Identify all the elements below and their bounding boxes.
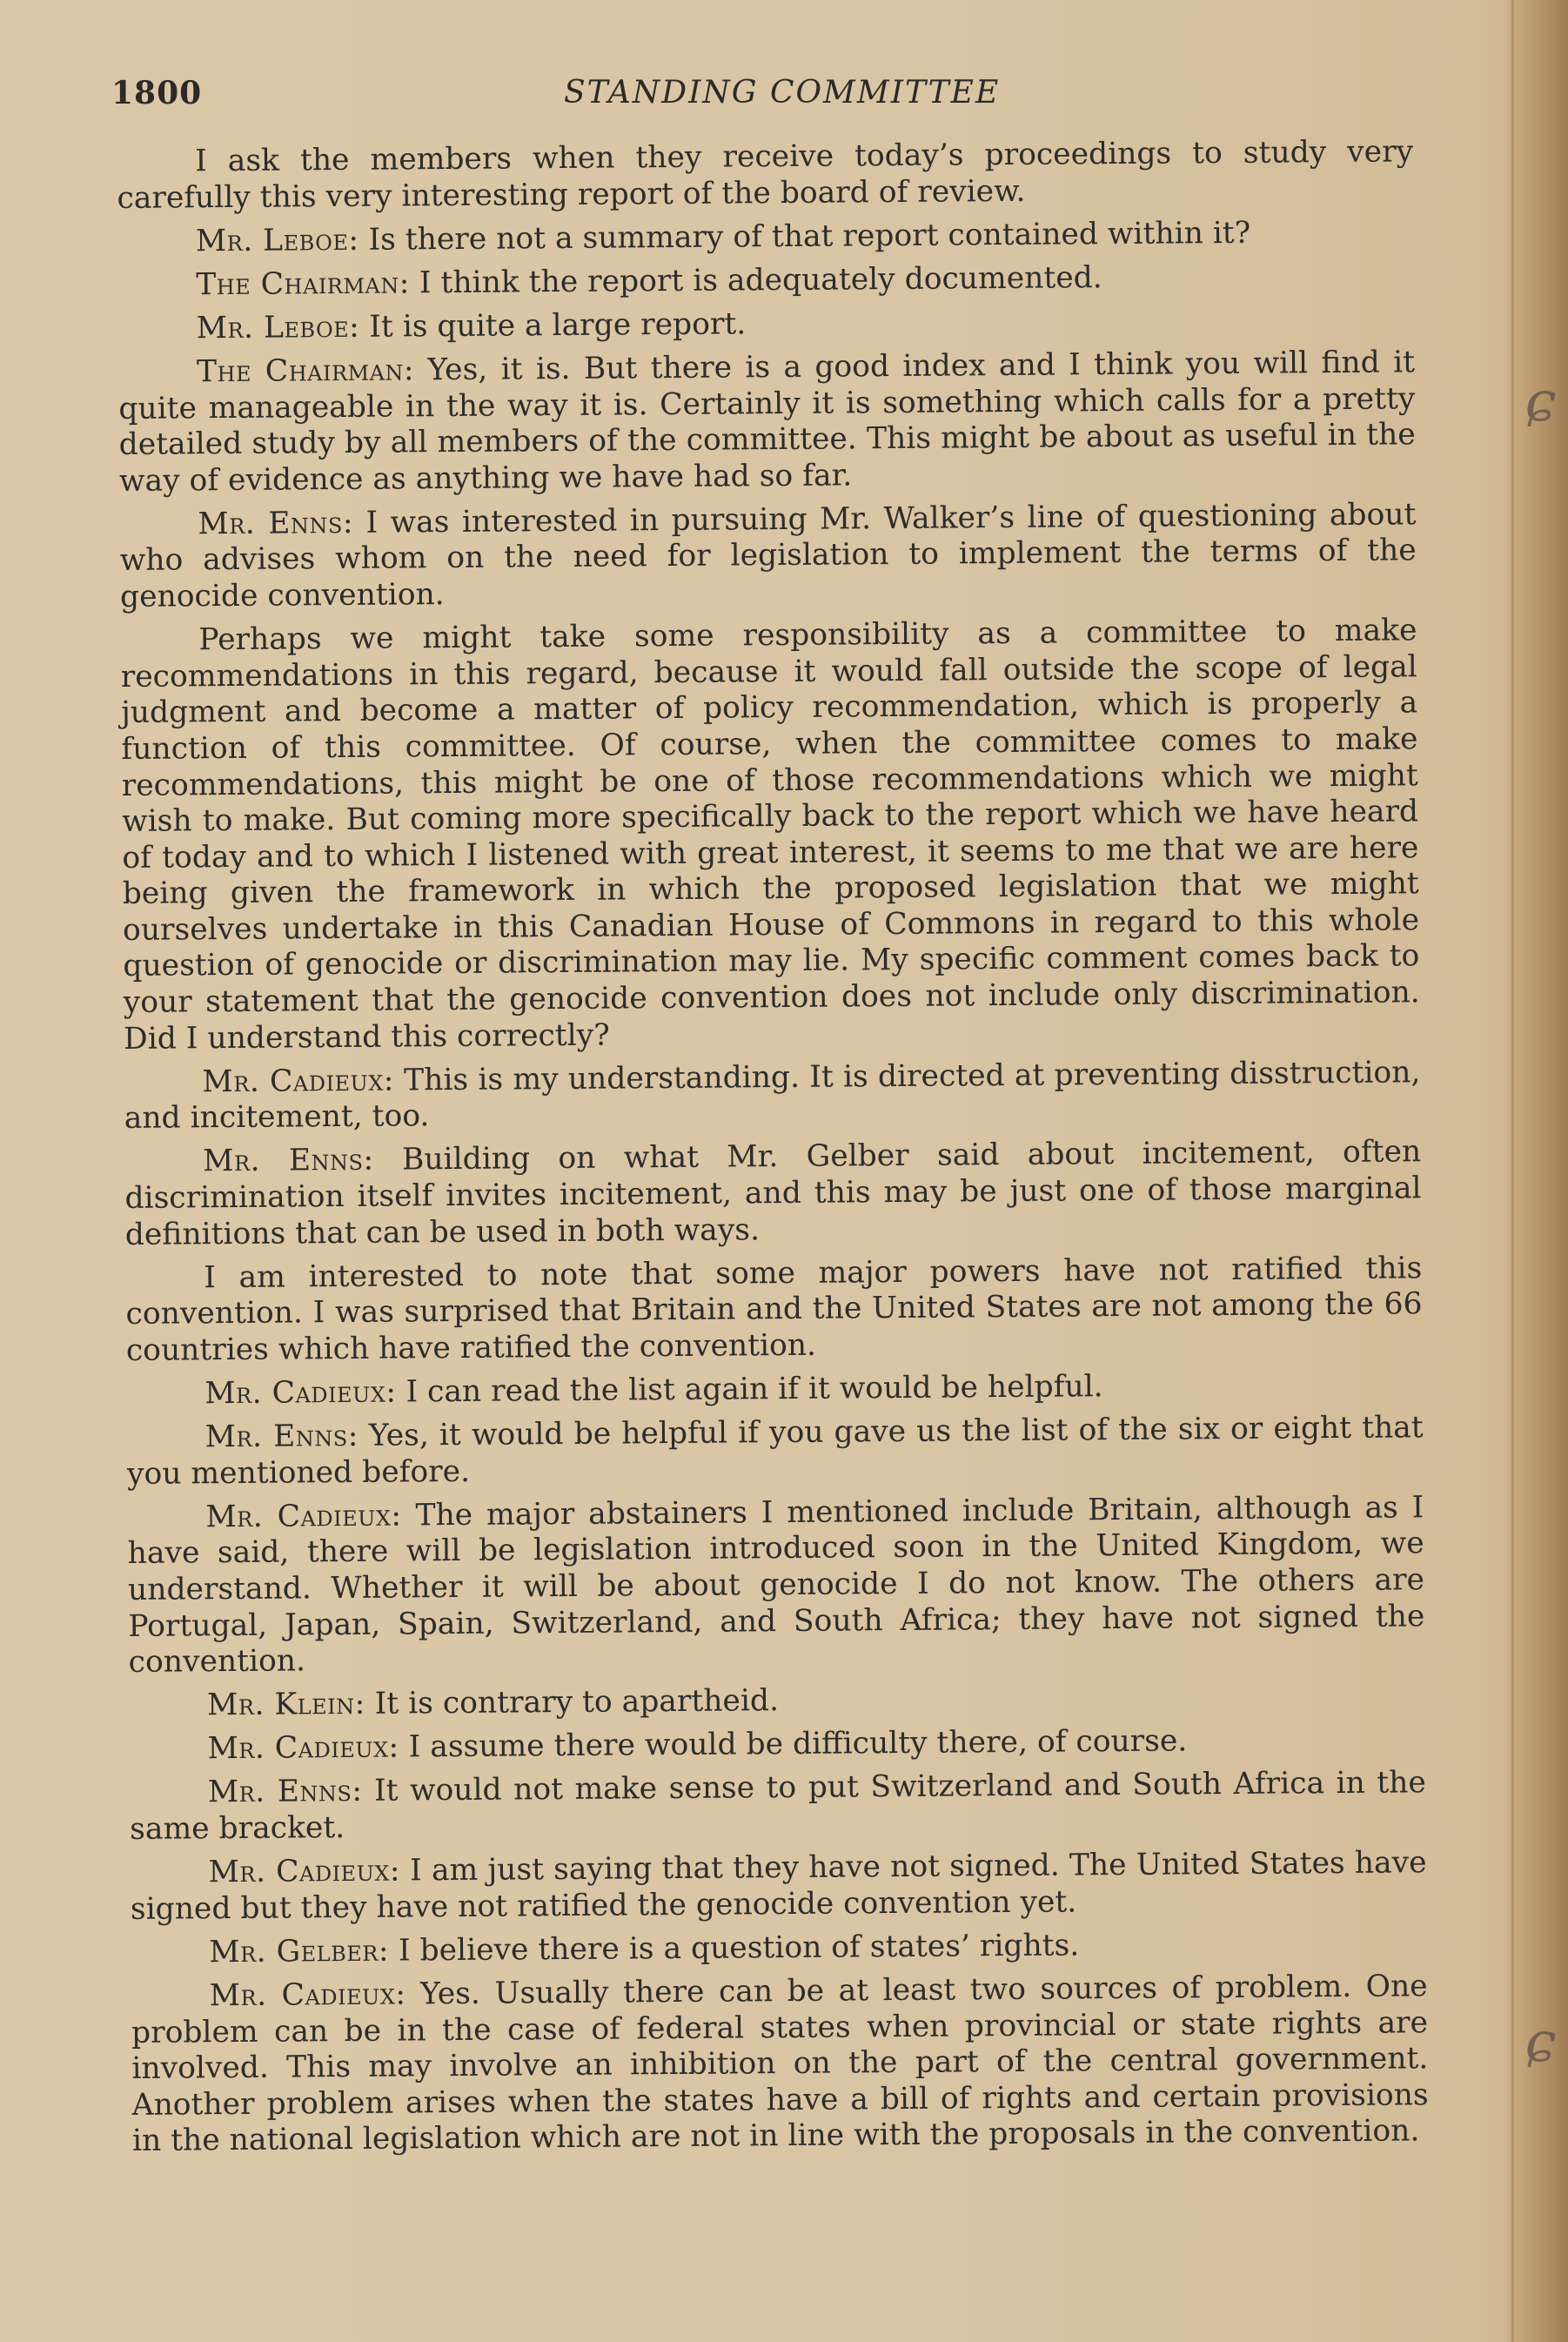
paragraph	[117, 134, 1414, 217]
speaker-name: Mr. Cadieux:	[208, 1853, 401, 1890]
speaker-name: The Chairman:	[196, 352, 415, 390]
speaker-name: Mr. Cadieux:	[205, 1498, 402, 1535]
speaker-name: Mr. Enns:	[207, 1774, 363, 1810]
paragraph	[125, 1251, 1423, 1369]
paragraph	[119, 497, 1417, 615]
speaker-name: Mr. Cadieux:	[207, 1729, 399, 1767]
page-edge	[1507, 0, 1568, 2342]
speaker-name: Mr. Cadieux:	[202, 1063, 395, 1100]
paragraph-text: I was interested in pursuing Mr. Walker’s line of questioning about who advises whom on the need for legislation to implement the terms of the genocide convention.	[119, 497, 1417, 615]
speaker-name: Mr. Enns:	[204, 1418, 359, 1455]
speaker-name: Mr. Enns:	[203, 1143, 374, 1179]
paragraph-text: I believe there is a question of states’ rights.	[388, 1928, 1080, 1969]
paragraph-text: Yes. Usually there can be at least two sources of problem. One problem can be in the case of federal states when provincial or state rights are involved. This may involve an inhibition on the part of the central government. Another problem arises when the states have a bill of rights and certain provisions in the national legislation which are not in line with the proposals in the convention.	[131, 1969, 1429, 2159]
paragraph-text: I assume there would be difficulty there, of course.	[399, 1723, 1188, 1765]
paragraph	[130, 1766, 1427, 1849]
paragraph	[127, 1490, 1425, 1681]
page-edge-line	[1511, 0, 1514, 2342]
paragraph-text: Yes, it is. But there is a good index and I think you will find it quite manageable in the way it is. Certainly it is something which calls for a pretty detailed study by all members of the committee. This might be about as useful in the way of evidence as anything we have had so far.	[118, 345, 1416, 499]
paragraph-text: Yes, it would be helpful if you gave us the list of the six or eight that you mentioned before.	[126, 1410, 1424, 1492]
paragraph-text: It is contrary to apartheid.	[365, 1683, 780, 1722]
paragraph	[126, 1366, 1423, 1413]
speaker-name: Mr. Klein:	[206, 1687, 365, 1723]
paragraph-text: I think the report is adequately documented.	[409, 259, 1102, 301]
page-header	[111, 75, 1417, 127]
paragraph	[118, 345, 1416, 500]
running-head: STANDING COMMITTEE	[564, 75, 1001, 111]
paragraph	[124, 1055, 1421, 1137]
paragraph-text: Is there not a summary of that report contained within it?	[358, 215, 1251, 258]
paragraph-text: It would not make sense to put Switzerland and South Africa in the same bracket.	[130, 1765, 1426, 1847]
paragraph	[118, 301, 1415, 347]
speaker-name: Mr. Leboe:	[196, 309, 360, 346]
paragraph	[124, 1135, 1422, 1253]
paragraph-text: Perhaps we might take some responsibility as a committee to make recommendations in this regard, because it would fall outside the scope of legal judgment and become a matter of policy recommendation, which is properly a function of this committee. Of course, when the committee comes to make recommendations, this might be one of those recommendations which we might wish to make. But coming more specifically back to the report which we have heard of today and to which I listened with great interest, it seems to me that we are here being given the framework in which the proposed legislation that we might ourselves undertake in this Canadian House of Commons in regard to this whole question of genocide or discrimination may lie. My specific comment comes back to your statement that the genocide convention does not include only discrimination. Did I understand this correctly?	[120, 613, 1420, 1057]
paragraph-text: This is my understanding. It is directed at preventing disstruction, and incitement, too.	[124, 1055, 1421, 1137]
paragraph	[129, 1678, 1425, 1724]
paragraph-text: Building on what Mr. Gelber said about incitement, often discrimination itself invites incitement, and this may be just one of those marginal definitions that can be used in both ways.	[124, 1134, 1422, 1252]
paragraph-text: I ask the members when they receive today’s proceedings to study very carefully this very interesting report of the board of review.	[117, 134, 1414, 216]
paragraph-text: I am interested to note that some major powers have not ratified this convention. I was surprised that Britain and the United States are not among the 66 countries which have ratified the convention.	[125, 1250, 1423, 1368]
paragraph-text: The major abstainers I mentioned include Britain, although as I have said, there will be legislation introduced soon in the United Kingdom, we understand. Whether it will be about genocide I do not know. The others are Portugal, Japan, Spain, Switzerland, and South Africa; they have not signed the convention.	[127, 1490, 1425, 1681]
paragraph	[120, 613, 1420, 1057]
paragraph-text: I am just saying that they have not signed. The United States have signed but they have not ratified the genocide convention yet.	[130, 1845, 1427, 1927]
paragraph	[130, 1845, 1427, 1928]
speaker-name: Mr. Cadieux:	[204, 1374, 397, 1412]
speaker-name: Mr. Cadieux:	[209, 1976, 406, 2014]
paragraph	[131, 1925, 1427, 1971]
paragraph-text: It is quite a large report.	[359, 306, 747, 345]
speaker-name: Mr. Gelber:	[209, 1933, 390, 1970]
paragraph-text: I can read the list again if it would be helpful.	[396, 1369, 1103, 1410]
paragraph	[127, 1410, 1424, 1493]
page-number: 1800	[111, 75, 203, 111]
paragraph	[131, 1969, 1430, 2160]
body-text	[117, 134, 1429, 2167]
speaker-name: Mr. Leboe:	[195, 222, 359, 258]
paragraph	[117, 258, 1414, 304]
paragraph	[117, 214, 1414, 260]
paragraph	[129, 1722, 1425, 1768]
edge-blot-mark: ɕ	[1524, 2010, 1556, 2075]
speaker-name: The Chairman:	[196, 265, 411, 303]
speaker-name: Mr. Enns:	[198, 505, 354, 542]
edge-blot-mark: ɕ	[1524, 370, 1556, 434]
